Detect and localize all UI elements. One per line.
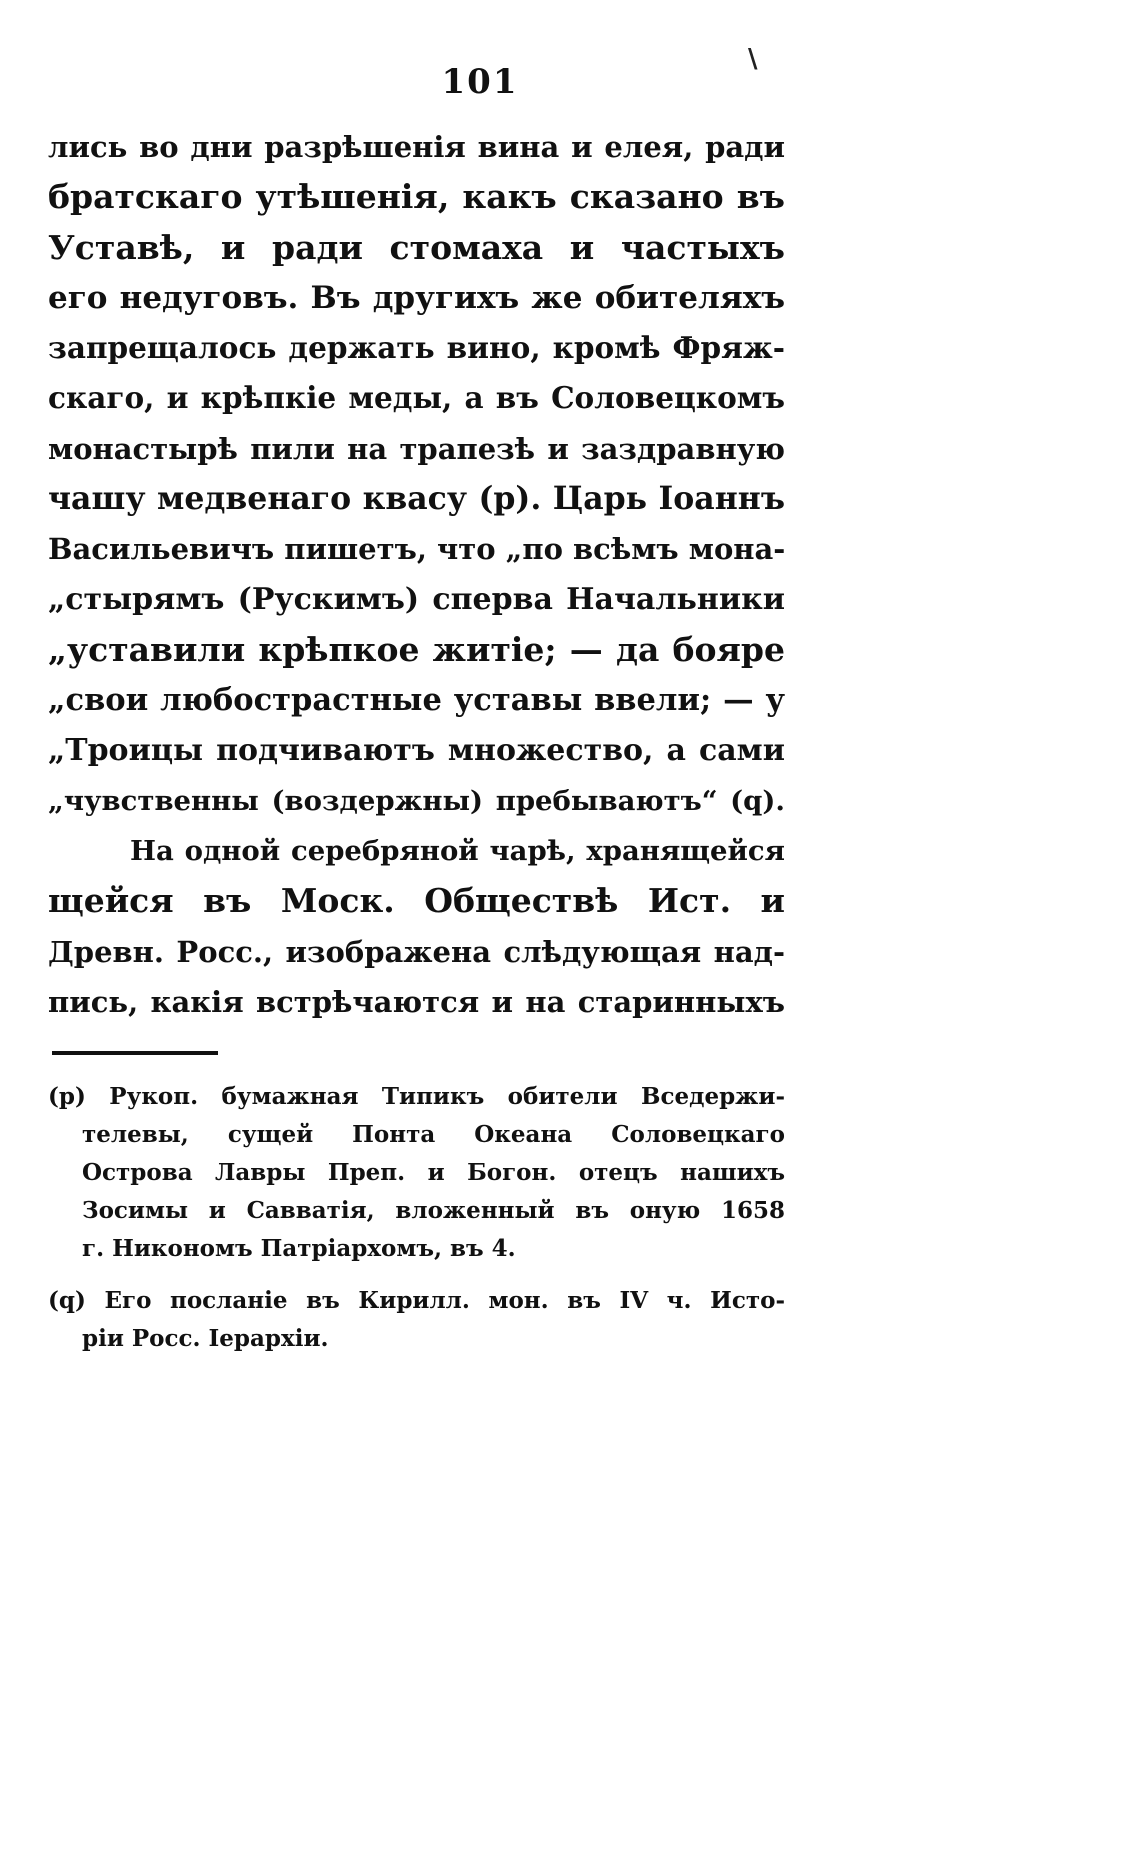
text-line: Уставѣ, и ради стомаха и частыхъ: [48, 227, 785, 267]
footnote-line: Острова Лавры Преп. и Богон. отецъ нашихъ: [82, 1159, 785, 1186]
text-line: „чувственны (воздержны) пребываютъ“ (q).: [48, 784, 785, 817]
body-text: [48, 122, 785, 1027]
page-number: 101: [441, 62, 519, 102]
text-line: братскаго утѣшенія, какъ сказано въ: [48, 177, 785, 217]
text-line: его недуговъ. Въ другихъ же обителяхъ: [48, 279, 785, 316]
footnote-line: г. Никономъ Патріархомъ, въ 4.: [82, 1235, 516, 1262]
text-line-paragraph-start: На одной серебряной чарѣ, хранящейся: [130, 835, 785, 868]
stray-mark: \: [748, 44, 758, 74]
footnote-line: Зосимы и Савватія, вложенный въ оную 1658: [82, 1197, 785, 1224]
text-line: „Троицы подчиваютъ множество, а сами: [48, 732, 785, 768]
text-line: „стырямъ (Рускимъ) сперва Начальники: [48, 581, 785, 617]
footnote-line: (р) Рукоп. бумажная Типикъ обители Вседержи-: [48, 1083, 785, 1110]
text-line: щейся въ Моск. Обществѣ Ист. и: [48, 881, 785, 921]
footnote-divider: [52, 1051, 218, 1055]
footnote-line: ріи Росс. Іерархіи.: [82, 1325, 329, 1352]
text-line: монастырѣ пили на трапезѣ и заздравную: [48, 431, 785, 466]
text-line: скаго, и крѣпкіе меды, а въ Соловецкомъ: [48, 380, 785, 416]
text-line: Васильевичъ пишетъ, что „по всѣмъ мона-: [48, 532, 786, 567]
text-line: „свои любострастные уставы ввели; — у: [48, 682, 785, 719]
footnote-line: (q) Его посланіе въ Кирилл. мон. въ IV ч. Исто-: [48, 1287, 785, 1314]
footnote-p: [48, 1078, 785, 1268]
text-line: пись, какія встрѣчаются и на старинныхъ: [48, 985, 785, 1020]
text-line: лись во дни разрѣшенія вина и елея, ради: [48, 130, 785, 164]
text-line: Древн. Росс., изображена слѣдующая над-: [48, 934, 785, 969]
footnote-q: [48, 1282, 785, 1358]
text-line: запрещалось держать вино, кромѣ Фряж-: [48, 330, 785, 366]
footnotes: [48, 1078, 785, 1358]
text-line: „уставили крѣпкое житіе; — да бояре: [48, 629, 785, 669]
footnote-line: телевы, сущей Понта Океана Соловецкаго: [82, 1121, 785, 1148]
text-line: чашу медвенаго квасу (р). Царь Іоаннъ: [48, 480, 785, 518]
